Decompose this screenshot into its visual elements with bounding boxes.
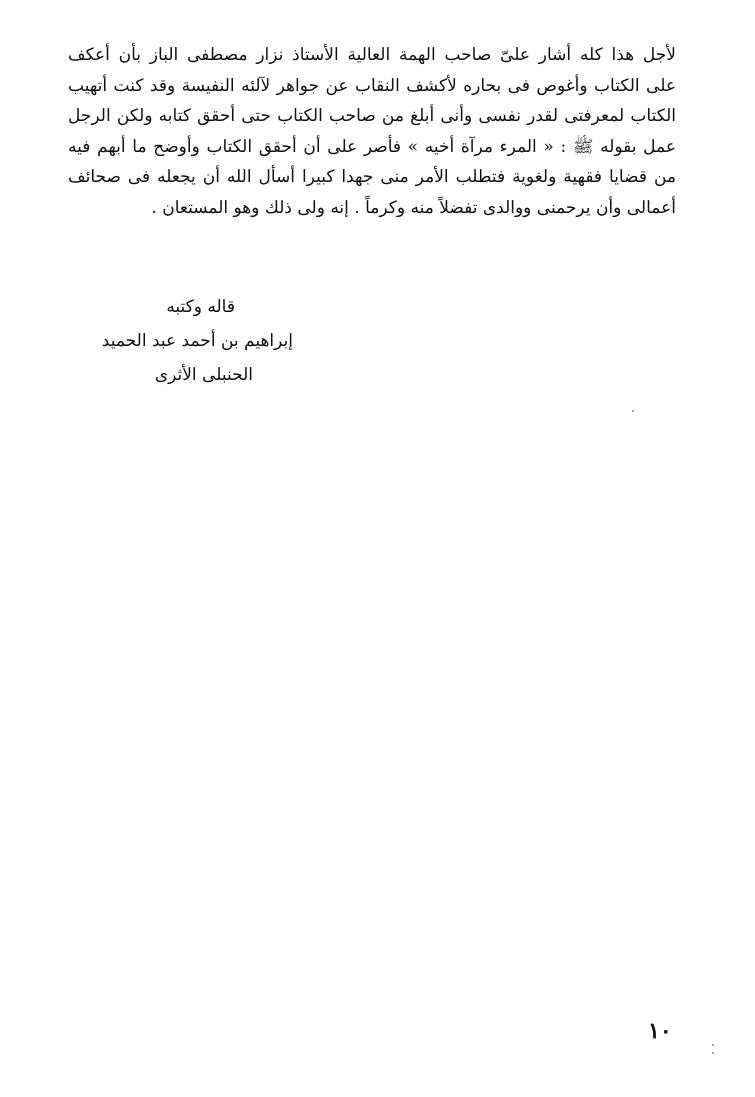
scan-speck (712, 1044, 714, 1046)
text-line-6: أعمالى وأن يرحمنى ووالدى تفضلاً منه وكرماً . إنه ولى ذلك وهو المستعان . (151, 197, 676, 218)
scan-speck (712, 1052, 714, 1054)
text-line-5: من قضايا فقهية ولغوية فتطلب الأمر منى جهدا كبيرا أسأل الله أن يجعله فى صحائف (68, 167, 676, 187)
author-name: إبراهيم بن أحمد عبد الحميد (101, 331, 293, 351)
signature-intro: قاله وكتبه (166, 297, 235, 317)
signature-block (83, 290, 293, 392)
text-line-3: الكتاب لمعرفتى لقدر نفسى وأنى أبلغ من صاحب الكتاب حتى أحقق كتابه ولكن الرجل (68, 106, 676, 126)
text-line-1: لأجل هذا كله أشار علىّ صاحب الهمة العالية الأستاذ نزار مصطفى الباز بأن أعكف (68, 45, 676, 65)
body-paragraph (68, 40, 676, 223)
page-number: ١٠ (648, 1018, 672, 1044)
text-line-2: على الكتاب وأغوص فى بحاره لأكشف النقاب عن جواهر لآلئه النفيسة وقد كنت أتهيب (68, 75, 676, 96)
scan-speck (632, 410, 634, 412)
text-line-4: عمل بقوله ﷺ : « المرء مرآة أخيه » فأصر على أن أحقق الكتاب وأوضح ما أبهم فيه (68, 136, 676, 157)
author-affiliation: الحنبلى الأثرى (154, 365, 253, 385)
